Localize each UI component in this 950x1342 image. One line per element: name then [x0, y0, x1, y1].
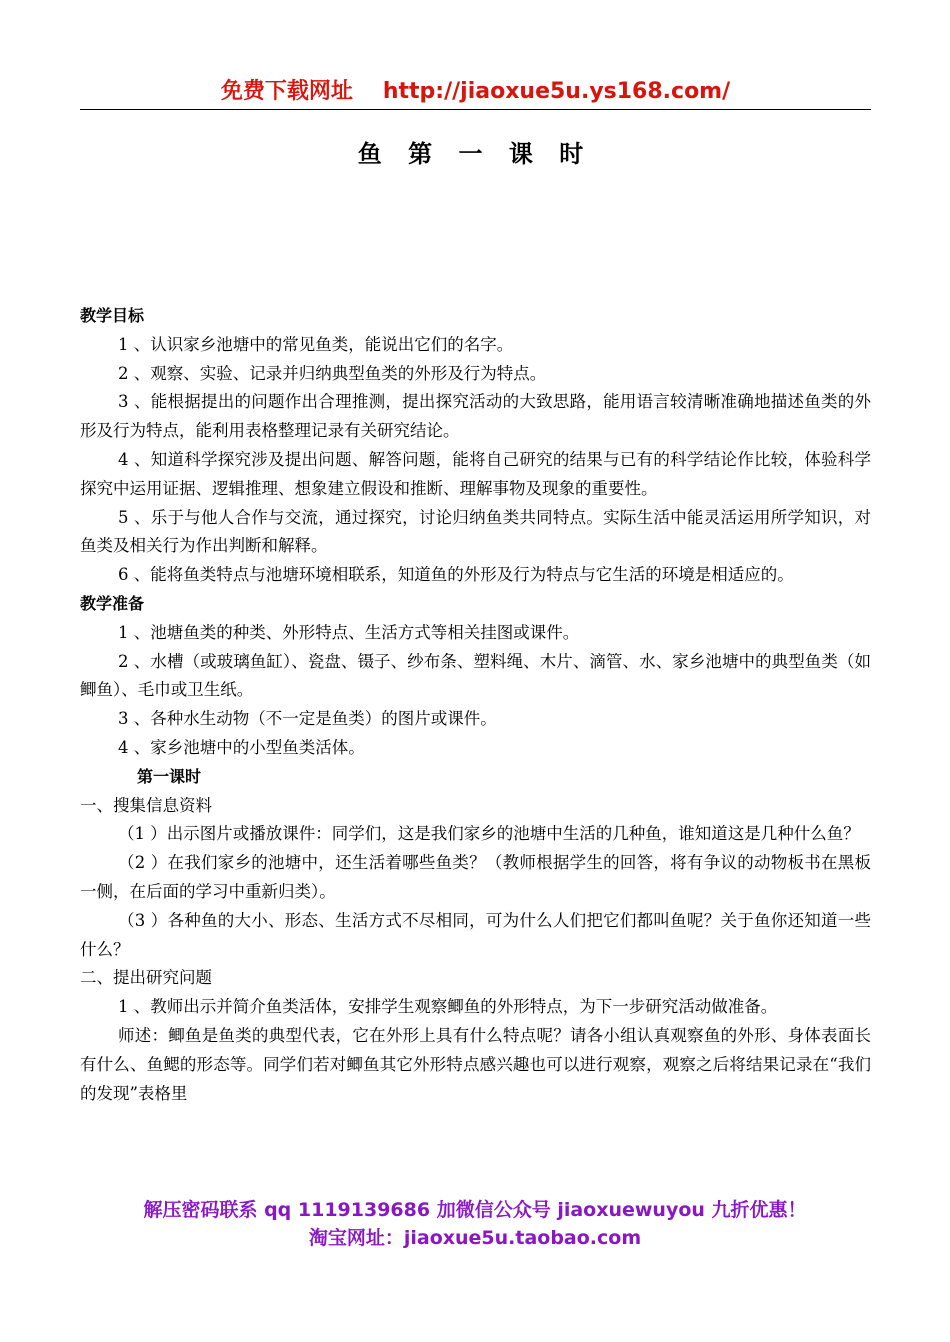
footer-contact-line: 解压密码联系 qq 1119139686 加微信公众号 jiaoxuewuyou 九折优惠！	[143, 1199, 807, 1221]
part1-item: （2 ）在我们家乡的池塘中，还生活着哪些鱼类？（教师根据学生的回答，将有争议的动物板书在黑板一侧，在后面的学习中重新归类）。	[80, 853, 871, 901]
part2-item: 1 、教师出示并简介鱼类活体，安排学生观察鲫鱼的外形特点，为下一步研究活动做准备。	[118, 997, 778, 1017]
prep-item: 4 、家乡池塘中的小型鱼类活体。	[118, 737, 365, 757]
part1-item: （3 ）各种鱼的大小、形态、生活方式不尽相同，可为什么人们把它们都叫鱼呢？关于鱼你还知道一些什么？	[80, 910, 871, 959]
part2-heading: 二、提出研究问题	[80, 968, 212, 988]
goal-item: 6 、能将鱼类特点与池塘环境相联系，知道鱼的外形及行为特点与它生活的环境是相适应的。	[118, 565, 794, 585]
page-title: 鱼 第 一 课 时	[357, 140, 593, 168]
prep-heading: 教学准备	[80, 593, 145, 613]
prep-item: 2 、水槽（或玻璃鱼缸）、瓷盘、镊子、纱布条、塑料绳、木片、滴管、水、家乡池塘中的典型鱼类（如鲫鱼）、毛巾或卫生纸。	[80, 651, 871, 700]
promo-footer	[0, 1196, 950, 1252]
goal-item: 2 、观察、实验、记录并归纳典型鱼类的外形及行为特点。	[118, 363, 547, 383]
goals-heading: 教学目标	[80, 306, 145, 325]
goal-item: 5 、乐于与他人合作与交流，通过探究，讨论归纳鱼类共同特点。实际生活中能灵活运用所学知识，对鱼类及相关行为作出判断和解释。	[80, 507, 871, 556]
lesson-heading: 第一课时	[137, 766, 202, 786]
header-url-link[interactable]: http://jiaoxue5u.ys168.com/	[382, 79, 731, 104]
goal-item: 1 、认识家乡池塘中的常见鱼类，能说出它们的名字。	[118, 334, 514, 354]
part1-item: （1 ）出示图片或播放课件：同学们，这是我们家乡的池塘中生活的几种鱼，谁知道这是几种什么鱼？	[118, 824, 860, 844]
prep-item: 1 、池塘鱼类的种类、外形特点、生活方式等相关挂图或课件。	[118, 622, 580, 642]
header-label: 免费下载网址	[220, 79, 353, 104]
prep-item: 3 、各种水生动物（不一定是鱼类）的图片或课件。	[118, 709, 497, 729]
footer-taobao-link[interactable]: 淘宝网址：jiaoxue5u.taobao.com	[308, 1227, 642, 1249]
part1-heading: 一、搜集信息资料	[80, 795, 212, 815]
goal-item: 4 、知道科学探究涉及提出问题、解答问题，能将自己研究的结果与已有的科学结论作比较，体验科学探究中运用证据、逻辑推理、想象建立假设和推断、理解事物及现象的重要性。	[80, 449, 871, 498]
document-body	[80, 302, 871, 1108]
download-header	[80, 76, 871, 110]
goal-item: 3 、能根据提出的问题作出合理推测，提出探究活动的大致思路，能用语言较清晰准确地描述鱼类的外形及行为特点，能利用表格整理记录有关研究结论。	[80, 392, 871, 441]
part2-item: 师述：鲫鱼是鱼类的典型代表，它在外形上具有什么特点呢？请各小组认真观察鱼的外形、身体表面长有什么、鱼鳃的形态等。同学们若对鲫鱼其它外形特点感兴趣也可以进行观察，观察之后将结果记录在“我们的发现”表格里	[80, 1025, 871, 1103]
